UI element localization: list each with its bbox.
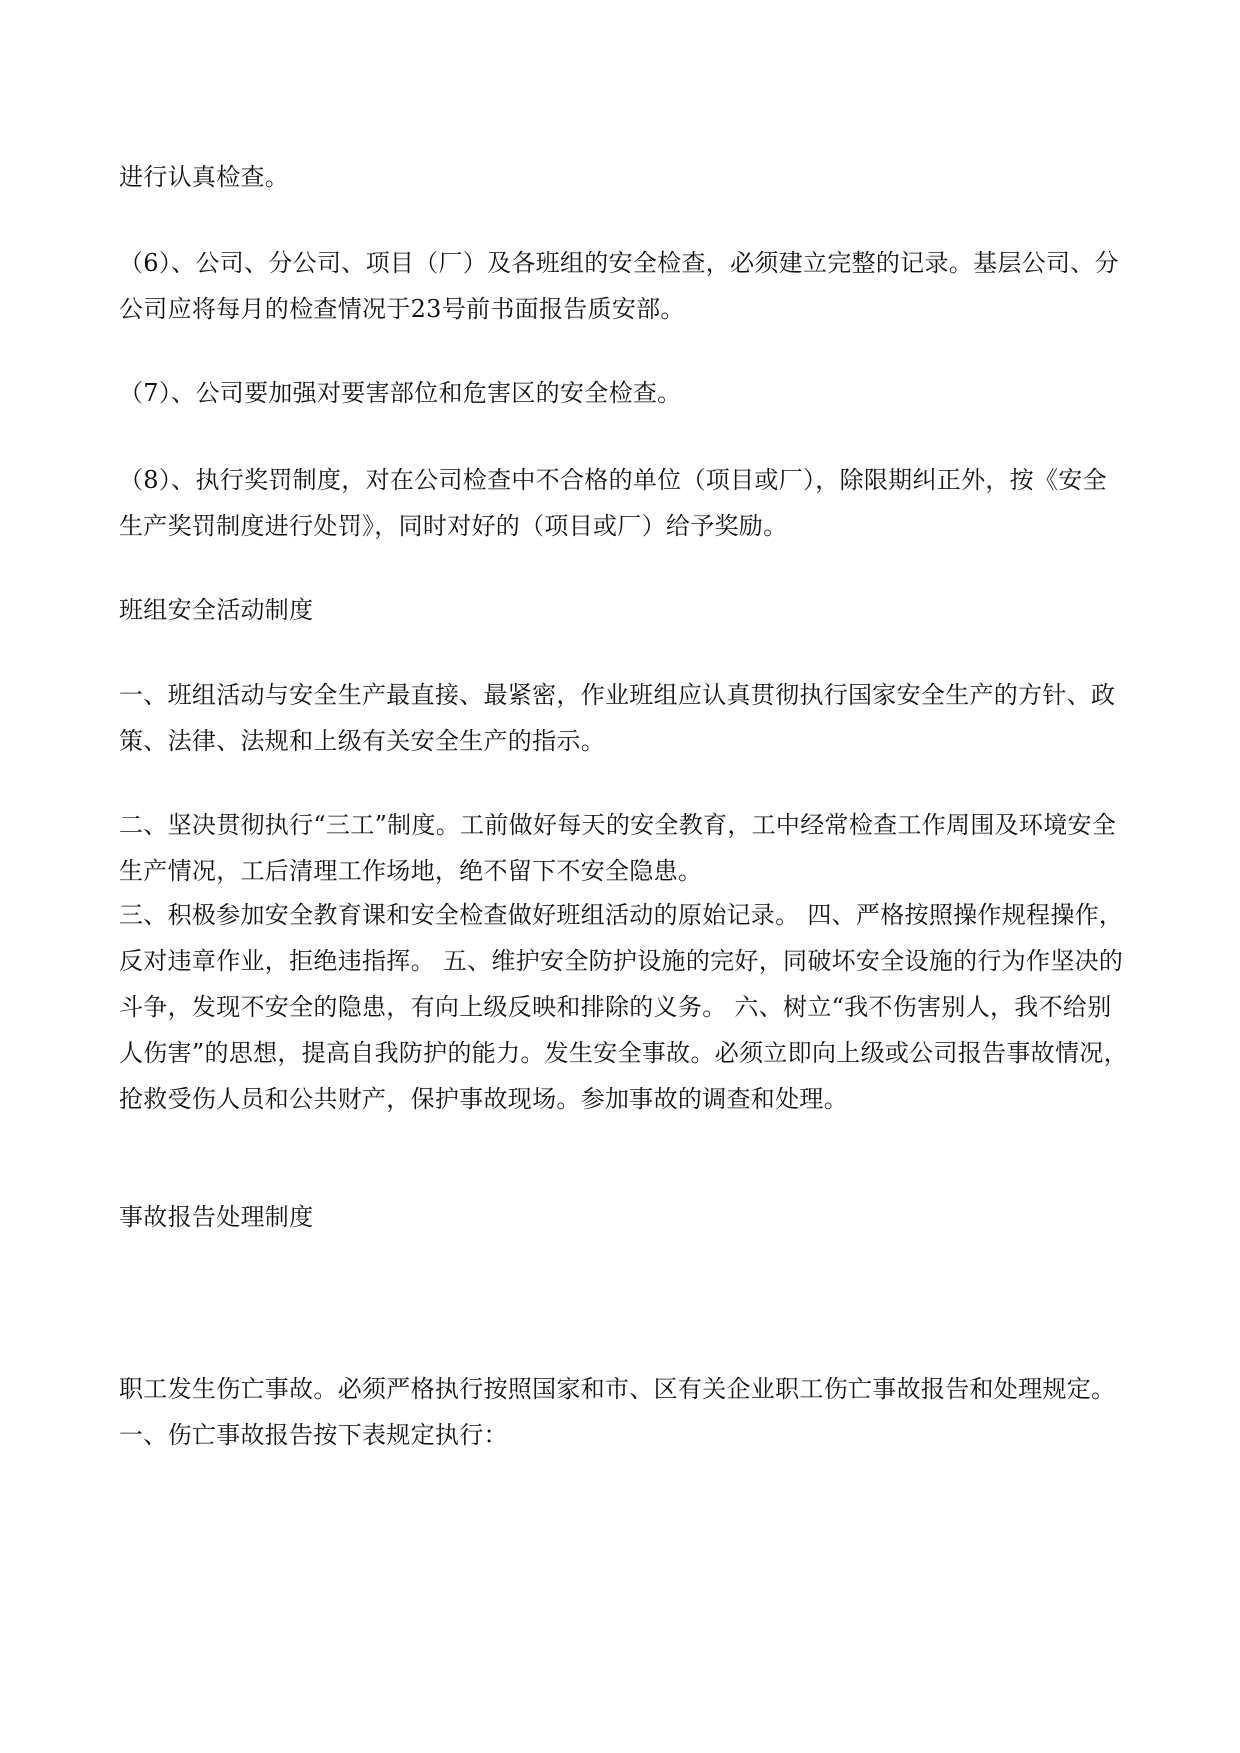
paragraph-inspection-end: 进行认真检查。 bbox=[119, 163, 290, 191]
paragraph-item-7: （7）、公司要加强对要害部位和危害区的安全检查。 bbox=[119, 379, 682, 407]
paragraph-item-8: （8）、执行奖罚制度，对在公司检查中不合格的单位（项目或厂），除限期纠正外，按《安全生产奖罚制度进行处罚》，同时对好的（项目或厂）给予奖励。 bbox=[119, 466, 1107, 540]
section-heading-team-safety: 班组安全活动制度 bbox=[119, 596, 314, 624]
paragraph-accident-rule-1: 一、伤亡事故报告按下表规定执行： bbox=[119, 1421, 508, 1449]
paragraph-accident-intro: 职工发生伤亡事故。必须严格执行按照国家和市、区有关企业职工伤亡事故报告和处理规定。 bbox=[119, 1375, 1116, 1403]
paragraph-item-6: （6）、公司、分公司、项目（厂）及各班组的安全检查，必须建立完整的记录。基层公司、分公司应将每月的检查情况于23号前书面报告质安部。 bbox=[119, 249, 1119, 323]
section-heading-accident-report: 事故报告处理制度 bbox=[119, 1203, 314, 1231]
paragraph-team-rules-3-6: 三、积极参加安全教育课和安全检查做好班组活动的原始记录。 四、严格按照操作规程操作，反对违章作业，拒绝违指挥。 五、维护安全防护设施的完好，同破坏安全设施的行为作坚决的斗争，发现不安全的隐患，有向上级反映和排除的义务。 六、树立“我不伤害别人，我不给别人伤害”的思想，提高自我防护的能力。发生安全事故。必须立即向上级或公司报告事故情况，抢救受伤人员和公共财产，保护事故现场。参加事故的调查和处理。 bbox=[119, 901, 1128, 1113]
paragraph-team-rule-1: 一、班组活动与安全生产最直接、最紧密，作业班组应认真贯彻执行国家安全生产的方针、政策、法律、法规和上级有关安全生产的指示。 bbox=[119, 681, 1116, 755]
paragraph-team-rule-2: 二、坚决贯彻执行“三工”制度。工前做好每天的安全教育，工中经常检查工作周围及环境安全生产情况，工后清理工作场地，绝不留下不安全隐患。 bbox=[119, 811, 1117, 885]
